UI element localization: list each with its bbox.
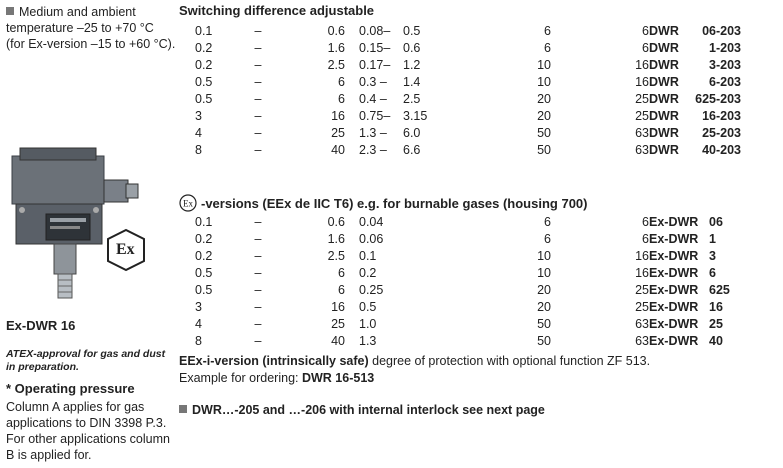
max-pressure-a: 10 xyxy=(537,74,551,89)
range-to: 1.6 xyxy=(327,40,345,55)
max-pressure-a: 6 xyxy=(544,231,551,246)
range-from: 0.5 xyxy=(195,282,213,297)
type-model: 40 xyxy=(709,333,723,348)
diff-from: 0.4 – xyxy=(359,91,387,106)
range-dash: – xyxy=(254,108,262,123)
range-to: 6 xyxy=(338,282,345,297)
diff-from: 0.08– xyxy=(359,23,391,38)
type-prefix: DWR xyxy=(649,91,679,106)
range-dash: – xyxy=(254,282,262,297)
max-pressure-b: 25 xyxy=(635,91,649,106)
range-dash: – xyxy=(254,142,262,157)
diff-value: 0.04 xyxy=(359,214,384,229)
max-pressure-a: 10 xyxy=(537,265,551,280)
diff-spacer xyxy=(403,264,441,281)
max-pressure-b: 6 xyxy=(642,23,649,38)
table-row xyxy=(179,213,751,230)
type-model: 3-203 xyxy=(709,57,741,72)
table-row xyxy=(179,39,741,56)
type-prefix: DWR xyxy=(649,125,679,140)
max-pressure-a: 20 xyxy=(537,108,551,123)
diff-spacer xyxy=(403,298,441,315)
range-dash: – xyxy=(254,299,262,314)
range-from: 0.1 xyxy=(195,23,213,38)
diff-spacer xyxy=(403,332,441,349)
max-pressure-b: 16 xyxy=(635,265,649,280)
eexi-note xyxy=(179,353,650,387)
range-dash: – xyxy=(254,74,262,89)
table-row xyxy=(179,315,751,332)
table-row xyxy=(179,298,751,315)
range-dash: – xyxy=(254,57,262,72)
table-row xyxy=(179,264,751,281)
max-pressure-b: 16 xyxy=(635,248,649,263)
eexi-bold: EEx-i-version (intrinsically safe) xyxy=(179,354,369,368)
table-row xyxy=(179,73,741,90)
range-dash: – xyxy=(254,316,262,331)
max-pressure-b: 63 xyxy=(635,142,649,157)
diff-to: 3.15 xyxy=(403,108,428,123)
range-to: 2.5 xyxy=(327,248,345,263)
max-pressure-a: 50 xyxy=(537,333,551,348)
medium-temperature-note: Medium and ambient temperature –25 to +70 °C (for Ex-version –15 to +60 °C). xyxy=(6,5,176,51)
type-prefix: Ex-DWR xyxy=(649,316,699,331)
type-prefix: Ex-DWR xyxy=(649,265,699,280)
diff-from: 0.75– xyxy=(359,108,391,123)
range-from: 4 xyxy=(195,316,202,331)
range-to: 16 xyxy=(331,299,345,314)
type-model: 1-203 xyxy=(709,40,741,55)
range-from: 3 xyxy=(195,108,202,123)
type-prefix: Ex-DWR xyxy=(649,333,699,348)
diff-value: 0.25 xyxy=(359,282,384,297)
diff-to: 6.0 xyxy=(403,125,421,140)
type-model: 6-203 xyxy=(709,74,741,89)
type-prefix: DWR xyxy=(649,108,679,123)
range-from: 0.5 xyxy=(195,74,213,89)
range-from: 0.2 xyxy=(195,248,213,263)
range-dash: – xyxy=(254,265,262,280)
table-row xyxy=(179,90,741,107)
type-prefix: DWR xyxy=(649,40,679,55)
diff-value: 0.5 xyxy=(359,299,377,314)
bullet-square-icon xyxy=(179,405,187,413)
type-prefix: Ex-DWR xyxy=(649,248,699,263)
type-model: 1 xyxy=(709,231,716,246)
ex-hexagon-label: Ex xyxy=(116,241,135,258)
diff-to: 6.6 xyxy=(403,142,421,157)
table-row xyxy=(179,281,751,298)
table-row xyxy=(179,22,741,39)
example-label: Example for ordering: xyxy=(179,371,302,385)
range-dash: – xyxy=(254,214,262,229)
diff-to: 1.4 xyxy=(403,74,421,89)
range-from: 0.1 xyxy=(195,214,213,229)
table-row xyxy=(179,107,741,124)
type-model: 06 xyxy=(709,214,723,229)
max-pressure-a: 20 xyxy=(537,299,551,314)
type-model: 16-203 xyxy=(702,108,741,123)
max-pressure-a: 6 xyxy=(544,214,551,229)
range-dash: – xyxy=(254,40,262,55)
diff-value: 1.3 xyxy=(359,333,377,348)
type-prefix: Ex-DWR xyxy=(649,231,699,246)
bullet-square-icon xyxy=(6,7,14,15)
ex-circle-icon xyxy=(179,194,197,212)
range-dash: – xyxy=(254,91,262,106)
type-prefix: Ex-DWR xyxy=(649,214,699,229)
range-to: 16 xyxy=(331,108,345,123)
max-pressure-b: 6 xyxy=(642,40,649,55)
type-model: 25-203 xyxy=(702,125,741,140)
range-to: 6 xyxy=(338,91,345,106)
interlock-note: DWR…-205 and …-206 with internal interlock see next page xyxy=(179,403,545,417)
table-row xyxy=(179,332,751,349)
eexi-text: degree of protection with optional function ZF 513. xyxy=(368,354,651,368)
table-row xyxy=(179,124,741,141)
range-to: 40 xyxy=(331,142,345,157)
ex-circle-text: Ex xyxy=(183,198,193,209)
table-row xyxy=(179,230,751,247)
max-pressure-a: 20 xyxy=(537,91,551,106)
diff-from: 0.15– xyxy=(359,40,391,55)
range-to: 25 xyxy=(331,125,345,140)
ex-table xyxy=(179,213,751,349)
diff-to: 0.5 xyxy=(403,23,421,38)
max-pressure-b: 6 xyxy=(642,231,649,246)
product-image-ex-dwr-16 xyxy=(6,146,156,306)
range-from: 4 xyxy=(195,125,202,140)
type-prefix: DWR xyxy=(649,74,679,89)
diff-value: 1.0 xyxy=(359,316,377,331)
range-dash: – xyxy=(254,231,262,246)
type-prefix: DWR xyxy=(649,57,679,72)
range-dash: – xyxy=(254,333,262,348)
table-row xyxy=(179,56,741,73)
type-prefix: DWR xyxy=(649,142,679,157)
operating-pressure-text: Column A applies for gas applications to DIN 3398 P.3. For other applications column B is applied for. xyxy=(6,400,170,462)
type-prefix: DWR xyxy=(649,23,679,38)
diff-from: 0.3 – xyxy=(359,74,387,89)
range-from: 0.2 xyxy=(195,231,213,246)
diff-value: 0.06 xyxy=(359,231,384,246)
range-from: 0.2 xyxy=(195,40,213,55)
switching-table xyxy=(179,22,741,158)
type-model: 16 xyxy=(709,299,723,314)
range-from: 3 xyxy=(195,299,202,314)
range-to: 6 xyxy=(338,265,345,280)
switching-heading: Switching difference adjustable xyxy=(179,3,375,18)
max-pressure-b: 63 xyxy=(635,333,649,348)
diff-to: 2.5 xyxy=(403,91,421,106)
range-from: 8 xyxy=(195,142,202,157)
range-dash: – xyxy=(254,248,262,263)
atex-note: ATEX-approval for gas and dust in preparation. xyxy=(6,348,166,373)
diff-spacer xyxy=(403,230,441,247)
range-dash: – xyxy=(254,23,262,38)
max-pressure-b: 25 xyxy=(635,282,649,297)
type-model: 40-203 xyxy=(702,142,741,157)
range-dash: – xyxy=(254,125,262,140)
range-from: 0.2 xyxy=(195,57,213,72)
range-from: 0.5 xyxy=(195,265,213,280)
diff-from: 0.17– xyxy=(359,57,391,72)
max-pressure-a: 50 xyxy=(537,125,551,140)
range-to: 6 xyxy=(338,74,345,89)
max-pressure-a: 6 xyxy=(544,23,551,38)
table-row xyxy=(179,247,751,264)
range-to: 0.6 xyxy=(327,214,345,229)
range-to: 2.5 xyxy=(327,57,345,72)
type-model: 25 xyxy=(709,316,723,331)
range-to: 0.6 xyxy=(327,23,345,38)
range-from: 0.5 xyxy=(195,91,213,106)
diff-to: 0.6 xyxy=(403,40,421,55)
type-model: 6 xyxy=(709,265,716,280)
max-pressure-b: 16 xyxy=(635,57,649,72)
diff-to: 1.2 xyxy=(403,57,421,72)
max-pressure-a: 20 xyxy=(537,282,551,297)
range-to: 1.6 xyxy=(327,231,345,246)
diff-spacer xyxy=(403,247,441,264)
type-prefix: Ex-DWR xyxy=(649,299,699,314)
max-pressure-a: 6 xyxy=(544,40,551,55)
max-pressure-b: 16 xyxy=(635,74,649,89)
type-model: 625 xyxy=(709,282,730,297)
diff-spacer xyxy=(403,281,441,298)
max-pressure-b: 6 xyxy=(642,214,649,229)
type-model: 625-203 xyxy=(695,91,741,106)
table-row xyxy=(179,141,741,158)
max-pressure-a: 50 xyxy=(537,316,551,331)
diff-value: 0.1 xyxy=(359,248,377,263)
max-pressure-b: 25 xyxy=(635,299,649,314)
max-pressure-a: 50 xyxy=(537,142,551,157)
max-pressure-b: 63 xyxy=(635,316,649,331)
ex-versions-heading-text: -versions (EEx de IIC T6) e.g. for burnable gases (housing 700) xyxy=(201,195,588,211)
range-from: 8 xyxy=(195,333,202,348)
max-pressure-a: 10 xyxy=(537,248,551,263)
type-model: 3 xyxy=(709,248,716,263)
product-caption: Ex-DWR 16 xyxy=(6,318,76,333)
ex-versions-heading xyxy=(179,194,587,212)
diff-from: 1.3 – xyxy=(359,125,387,140)
diff-value: 0.2 xyxy=(359,265,377,280)
diff-spacer xyxy=(403,213,441,230)
diff-spacer xyxy=(403,315,441,332)
example-value: DWR 16-513 xyxy=(301,371,375,385)
diff-from: 2.3 – xyxy=(359,142,387,157)
type-model: 06-203 xyxy=(702,23,741,38)
range-to: 40 xyxy=(331,333,345,348)
range-to: 25 xyxy=(331,316,345,331)
max-pressure-a: 10 xyxy=(537,57,551,72)
type-prefix: Ex-DWR xyxy=(649,282,699,297)
max-pressure-b: 63 xyxy=(635,125,649,140)
max-pressure-b: 25 xyxy=(635,108,649,123)
operating-pressure-title: * Operating pressure xyxy=(6,381,135,396)
